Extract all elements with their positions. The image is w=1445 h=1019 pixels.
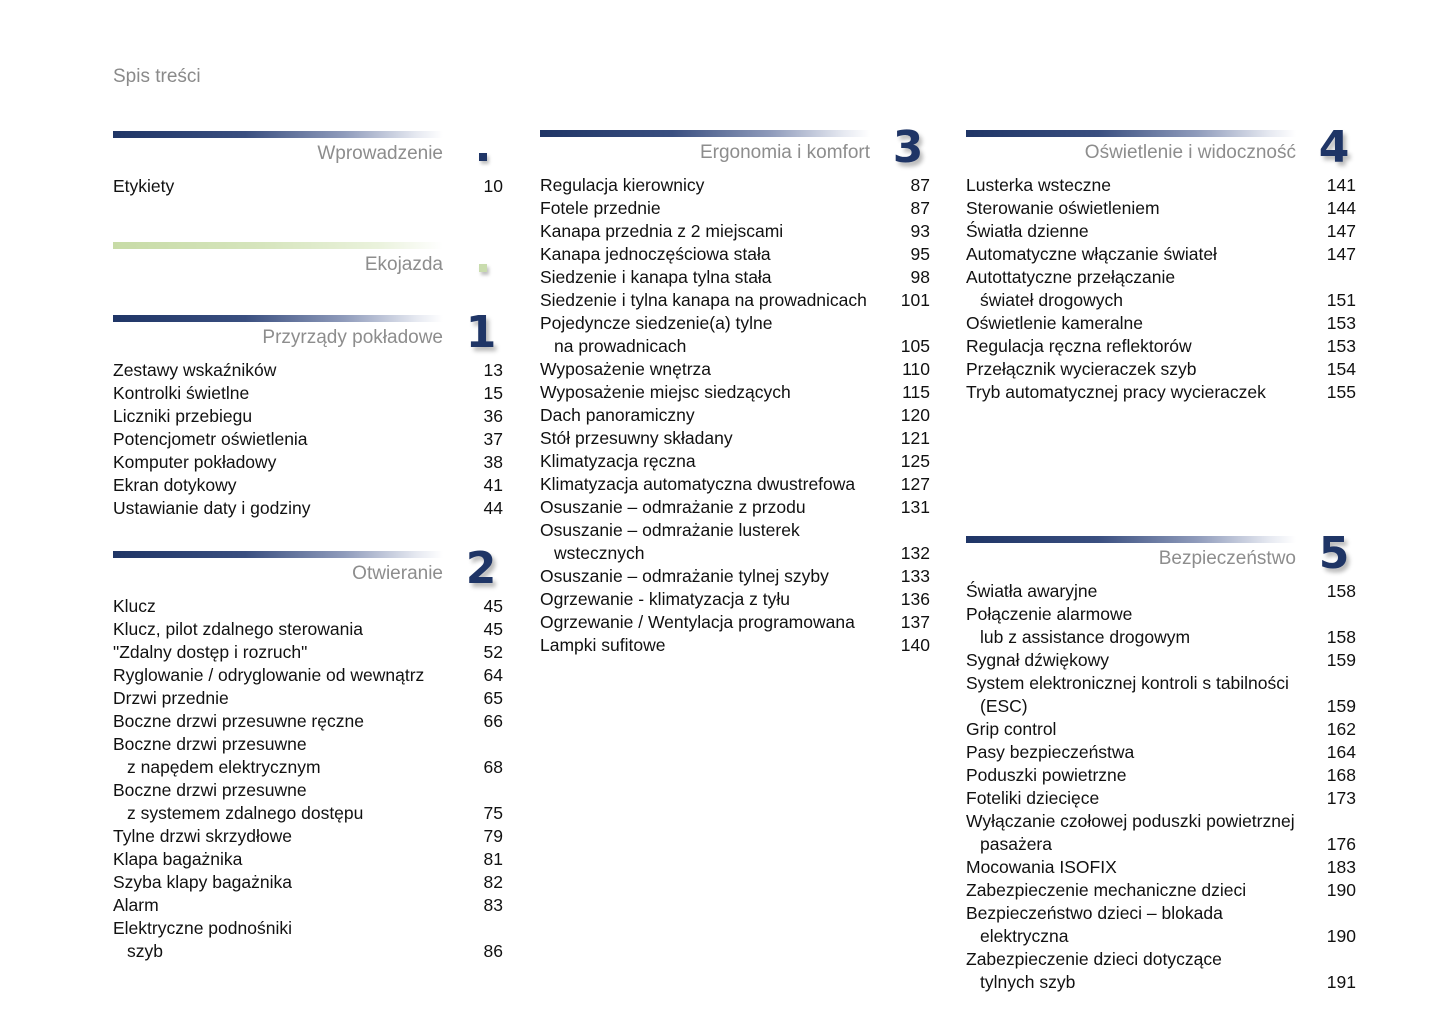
toc-page-number[interactable]: 79 — [483, 826, 503, 846]
toc-entry-title: Kanapa przednia z 2 miejscami — [540, 221, 784, 241]
toc-entry[interactable] — [966, 649, 1356, 672]
toc-entry-title: Drzwi przednie — [113, 688, 229, 708]
section-header — [540, 122, 930, 174]
section-bar — [113, 131, 443, 138]
toc-entry-title: Foteliki dziecięce — [966, 788, 1100, 808]
toc-entry-title: Zabezpieczenie mechaniczne dzieci — [966, 880, 1247, 900]
toc-page-number[interactable]: 162 — [1326, 719, 1356, 739]
toc-entry[interactable] — [966, 312, 1356, 335]
toc-entry-title: Potencjometr oświetlenia — [113, 429, 308, 449]
toc-entry[interactable] — [540, 174, 930, 197]
toc-entry-title: Lusterka wsteczne — [966, 175, 1111, 195]
page-title: Spis treści — [113, 66, 201, 87]
toc-entry[interactable] — [966, 266, 1356, 312]
toc-page-number[interactable]: 66 — [483, 711, 503, 731]
section-eco — [113, 242, 503, 286]
section-bar — [113, 551, 443, 558]
toc-entry-title-continued: tylnych szyb — [980, 972, 1076, 992]
toc-entry-title: Liczniki przebiegu — [113, 406, 253, 426]
toc-entry-title: Tryb automatycznej pracy wycieraczek — [966, 382, 1266, 402]
toc-entry-title-continued: na prowadnicach — [554, 336, 687, 356]
section-title[interactable]: Przyrządy pokładowe — [262, 327, 443, 348]
toc-list — [113, 175, 503, 198]
toc-page-number[interactable]: 98 — [910, 267, 930, 287]
toc-page-number[interactable]: 75 — [483, 803, 503, 823]
toc-page-number[interactable]: 15 — [483, 383, 503, 403]
toc-entry[interactable] — [966, 174, 1356, 197]
toc-entry-title: Osuszanie – odmrażanie tylnej szyby — [540, 566, 829, 586]
section-header — [113, 242, 503, 286]
toc-entry[interactable] — [113, 497, 503, 520]
toc-entry[interactable] — [540, 404, 930, 427]
toc-page-number[interactable]: 153 — [1326, 313, 1356, 333]
toc-entry[interactable] — [113, 641, 503, 664]
toc-entry[interactable] — [113, 871, 503, 894]
toc-entry-title: Dach panoramiczny — [540, 405, 695, 425]
section-header — [113, 543, 503, 595]
toc-entry-title: Komputer pokładowy — [113, 452, 277, 472]
toc-page-number[interactable]: 86 — [483, 941, 503, 961]
toc-entry-title: Oświetlenie kameralne — [966, 313, 1144, 333]
toc-entry-title: Klucz — [113, 596, 156, 616]
toc-page-number[interactable]: 87 — [910, 198, 930, 218]
toc-entry-title: Ustawianie daty i godziny — [113, 498, 311, 518]
toc-page-number[interactable]: 10 — [483, 176, 503, 196]
toc-page-number[interactable]: 127 — [900, 474, 930, 494]
toc-entry-title-continued: świateł drogowych — [980, 290, 1123, 310]
toc-entry[interactable] — [540, 634, 930, 657]
chapter-marker-icon — [479, 264, 487, 272]
section-header — [966, 122, 1356, 174]
toc-entry-title: Siedzenie i kanapa tylna stała — [540, 267, 772, 287]
toc-entry[interactable] — [540, 565, 930, 588]
toc-list — [966, 174, 1356, 404]
toc-page-number[interactable]: 65 — [483, 688, 503, 708]
toc-entry[interactable] — [113, 618, 503, 641]
toc-page-number[interactable]: 168 — [1326, 765, 1356, 785]
toc-entry[interactable] — [113, 825, 503, 848]
toc-entry[interactable] — [966, 879, 1356, 902]
toc-entry-title: Regulacja ręczna reflektorów — [966, 336, 1192, 356]
toc-entry[interactable] — [966, 197, 1356, 220]
toc-entry-title: Boczne drzwi przesuwne — [113, 780, 307, 800]
toc-page-number[interactable]: 190 — [1326, 880, 1356, 900]
toc-page-number[interactable]: 41 — [483, 475, 503, 495]
toc-entry-title: Ekran dotykowy — [113, 475, 237, 495]
section-title[interactable]: Otwieranie — [352, 563, 443, 584]
toc-page-number[interactable]: 68 — [483, 757, 503, 777]
toc-entry[interactable] — [113, 779, 503, 825]
toc-entry[interactable] — [966, 718, 1356, 741]
section-title[interactable]: Ekojazda — [364, 254, 443, 275]
toc-page-number[interactable]: 101 — [900, 290, 930, 310]
toc-page-number[interactable]: 144 — [1326, 198, 1356, 218]
toc-entry-title: Poduszki powietrzne — [966, 765, 1127, 785]
toc-entry-title-continued: (ESC) — [980, 696, 1028, 716]
toc-entry-title: Ryglowanie / odryglowanie od wewnątrz — [113, 665, 425, 685]
section-title[interactable]: Bezpieczeństwo — [1158, 548, 1296, 569]
toc-entry[interactable] — [540, 289, 930, 312]
section-title[interactable]: Wprowadzenie — [317, 143, 443, 164]
toc-entry-title-continued: wstecznych — [554, 543, 645, 563]
toc-entry-title: Zestawy wskaźników — [113, 360, 277, 380]
toc-entry-title: Pojedyncze siedzenie(a) tylne — [540, 313, 773, 333]
toc-entry-title: Boczne drzwi przesuwne — [113, 734, 307, 754]
toc-entry[interactable] — [113, 405, 503, 428]
toc-entry-title: "Zdalny dostęp i rozruch" — [113, 642, 308, 662]
toc-entry[interactable] — [966, 810, 1356, 856]
toc-entry-title: Światła dzienne — [966, 221, 1089, 241]
toc-entry-title: Lampki sufitowe — [540, 635, 666, 655]
toc-page-number[interactable]: 13 — [483, 360, 503, 380]
section-5 — [966, 528, 1356, 994]
toc-entry-title: Zabezpieczenie dzieci dotyczące — [966, 949, 1222, 969]
toc-entry[interactable] — [540, 381, 930, 404]
toc-entry[interactable] — [113, 359, 503, 382]
toc-entry[interactable] — [966, 381, 1356, 404]
section-bar — [540, 130, 870, 137]
toc-page-number[interactable]: 110 — [902, 359, 930, 379]
toc-page-number[interactable]: 155 — [1326, 382, 1356, 402]
toc-entry[interactable] — [540, 427, 930, 450]
section-bar — [113, 315, 443, 322]
toc-entry[interactable] — [113, 451, 503, 474]
toc-entry[interactable] — [540, 611, 930, 634]
toc-page-number[interactable]: 173 — [1326, 788, 1356, 808]
toc-entry-title: Światła awaryjne — [966, 581, 1098, 601]
toc-entry[interactable] — [540, 312, 930, 358]
toc-entry-title: Ogrzewanie - klimatyzacja z tyłu — [540, 589, 790, 609]
toc-page-number[interactable]: 164 — [1326, 742, 1356, 762]
toc-entry[interactable] — [113, 917, 503, 963]
toc-entry-title: Klimatyzacja automatyczna dwustrefowa — [540, 474, 856, 494]
chapter-number: 2 — [465, 543, 497, 594]
toc-list — [540, 174, 930, 657]
toc-entry-title: System elektronicznej kontroli s tabilności — [966, 673, 1289, 693]
toc-entry[interactable] — [540, 519, 930, 565]
toc-page-number[interactable]: 83 — [483, 895, 503, 915]
toc-entry[interactable] — [966, 856, 1356, 879]
toc-page-number[interactable]: 95 — [910, 244, 930, 264]
toc-entry-title-continued: z systemem zdalnego dostępu — [127, 803, 364, 823]
toc-page-number[interactable]: 140 — [900, 635, 930, 655]
toc-entry-title-continued: z napędem elektrycznym — [127, 757, 321, 777]
toc-page-number[interactable]: 159 — [1326, 650, 1356, 670]
toc-page-number[interactable]: 52 — [483, 642, 503, 662]
toc-page-number[interactable]: 131 — [900, 497, 930, 517]
toc-page-number[interactable]: 153 — [1326, 336, 1356, 356]
toc-entry-title: Elektryczne podnośniki — [113, 918, 292, 938]
toc-page-number[interactable]: 105 — [900, 336, 930, 356]
toc-page-number[interactable]: 159 — [1326, 696, 1356, 716]
toc-entry[interactable] — [540, 588, 930, 611]
toc-entry[interactable] — [113, 382, 503, 405]
toc-entry[interactable] — [966, 220, 1356, 243]
toc-entry[interactable] — [966, 335, 1356, 358]
section-header — [966, 528, 1356, 580]
toc-entry-title: Klimatyzacja ręczna — [540, 451, 696, 471]
toc-page-number[interactable]: 133 — [900, 566, 930, 586]
toc-entry[interactable] — [113, 848, 503, 871]
toc-page-number[interactable]: 45 — [483, 619, 503, 639]
toc-entry-title: Połączenie alarmowe — [966, 604, 1133, 624]
toc-list — [966, 580, 1356, 994]
toc-page-number[interactable]: 44 — [483, 498, 503, 518]
toc-page-number[interactable]: 176 — [1326, 834, 1356, 854]
toc-page-number[interactable]: 191 — [1326, 972, 1356, 992]
toc-entry-title-continued: lub z assistance drogowym — [980, 627, 1191, 647]
chapter-number: 1 — [465, 307, 497, 358]
toc-page-number[interactable]: 158 — [1326, 581, 1356, 601]
toc-entry-title: Tylne drzwi skrzydłowe — [113, 826, 292, 846]
toc-entry-title: Ogrzewanie / Wentylacja programowana — [540, 612, 855, 632]
toc-entry-title: Przełącznik wycieraczek szyb — [966, 359, 1197, 379]
toc-page-number[interactable]: 82 — [483, 872, 503, 892]
section-2 — [113, 543, 503, 963]
section-intro — [113, 131, 503, 198]
toc-page-number[interactable]: 64 — [483, 665, 503, 685]
toc-page-number[interactable]: 136 — [900, 589, 930, 609]
toc-entry[interactable] — [540, 266, 930, 289]
toc-entry[interactable] — [540, 473, 930, 496]
toc-page-number[interactable]: 158 — [1326, 627, 1356, 647]
section-bar — [966, 130, 1296, 137]
toc-page-number[interactable]: 45 — [483, 596, 503, 616]
toc-page-number[interactable]: 147 — [1326, 244, 1356, 264]
toc-entry-title: Osuszanie – odmrażanie z przodu — [540, 497, 806, 517]
toc-entry-title: Alarm — [113, 895, 159, 915]
toc-entry-title: Kanapa jednoczęściowa stała — [540, 244, 771, 264]
toc-entry-title: Pasy bezpieczeństwa — [966, 742, 1135, 762]
toc-page-number[interactable]: 151 — [1326, 290, 1356, 310]
section-title[interactable]: Oświetlenie i widoczność — [1084, 142, 1296, 163]
toc-entry[interactable] — [113, 474, 503, 497]
toc-page-number[interactable]: 121 — [900, 428, 930, 448]
toc-list — [113, 595, 503, 963]
section-3 — [540, 122, 930, 657]
toc-page-number[interactable]: 115 — [902, 382, 930, 402]
toc-entry-title: Siedzenie i tylna kanapa na prowadnicach — [540, 290, 867, 310]
toc-entry[interactable] — [966, 358, 1356, 381]
section-header — [113, 131, 503, 175]
toc-entry-title: Sterowanie oświetleniem — [966, 198, 1160, 218]
toc-entry-title: Grip control — [966, 719, 1057, 739]
toc-page-number[interactable]: 93 — [910, 221, 930, 241]
toc-page-number[interactable]: 137 — [900, 612, 930, 632]
chapter-number: 5 — [1318, 528, 1350, 579]
toc-page-number[interactable]: 38 — [483, 452, 503, 472]
toc-entry-title: Automatyczne włączanie świateł — [966, 244, 1217, 264]
toc-list — [113, 359, 503, 520]
toc-page-number[interactable]: 37 — [483, 429, 503, 449]
toc-entry-title: Stół przesuwny składany — [540, 428, 733, 448]
toc-entry[interactable] — [113, 428, 503, 451]
toc-entry-title: Boczne drzwi przesuwne ręczne — [113, 711, 364, 731]
chapter-number: 3 — [892, 122, 924, 173]
toc-entry[interactable] — [113, 710, 503, 733]
toc-entry[interactable] — [540, 450, 930, 473]
toc-page-number[interactable]: 125 — [900, 451, 930, 471]
toc-entry[interactable] — [966, 902, 1356, 948]
toc-entry-title: Etykiety — [113, 176, 175, 196]
section-1 — [113, 307, 503, 520]
toc-entry[interactable] — [966, 787, 1356, 810]
toc-entry-title: Mocowania ISOFIX — [966, 857, 1117, 877]
toc-entry[interactable] — [540, 496, 930, 519]
toc-page-number[interactable]: 36 — [483, 406, 503, 426]
toc-entry-title: Wyposażenie miejsc siedzących — [540, 382, 791, 402]
toc-entry[interactable] — [966, 580, 1356, 603]
toc-entry-title-continued: pasażera — [980, 834, 1052, 854]
chapter-number: 4 — [1318, 122, 1350, 173]
toc-entry-title: Wyposażenie wnętrza — [540, 359, 712, 379]
toc-entry-title: Autottatyczne przełączanie — [966, 267, 1176, 287]
toc-entry-title: Klapa bagażnika — [113, 849, 243, 869]
toc-entry[interactable] — [113, 175, 503, 198]
section-title[interactable]: Ergonomia i komfort — [699, 142, 870, 163]
toc-entry-title: Osuszanie – odmrażanie lusterek — [540, 520, 800, 540]
toc-entry[interactable] — [113, 733, 503, 779]
toc-entry[interactable] — [966, 741, 1356, 764]
toc-entry-title-continued: szyb — [127, 941, 163, 961]
toc-page-number[interactable]: 81 — [483, 849, 503, 869]
toc-entry-title: Klucz, pilot zdalnego sterowania — [113, 619, 364, 639]
section-header — [113, 307, 503, 359]
toc-page-number[interactable]: 190 — [1326, 926, 1356, 946]
toc-page-number[interactable]: 141 — [1326, 175, 1356, 195]
toc-entry[interactable] — [966, 603, 1356, 649]
toc-entry[interactable] — [966, 948, 1356, 994]
toc-entry[interactable] — [113, 687, 503, 710]
toc-page-number[interactable]: 87 — [910, 175, 930, 195]
toc-entry-title-continued: elektryczna — [980, 926, 1069, 946]
section-bar — [113, 242, 443, 249]
toc-page-number[interactable]: 120 — [900, 405, 930, 425]
toc-entry-title: Kontrolki świetlne — [113, 383, 250, 403]
toc-entry-title: Bezpieczeństwo dzieci – blokada — [966, 903, 1223, 923]
toc-entry[interactable] — [540, 197, 930, 220]
toc-entry[interactable] — [113, 664, 503, 687]
toc-entry[interactable] — [966, 243, 1356, 266]
toc-page-number[interactable]: 147 — [1326, 221, 1356, 241]
toc-page-number[interactable]: 132 — [900, 543, 930, 563]
toc-entry-title: Wyłączanie czołowej poduszki powietrznej — [966, 811, 1295, 831]
section-bar — [966, 536, 1296, 543]
toc-entry-title: Regulacja kierownicy — [540, 175, 705, 195]
toc-entry[interactable] — [540, 220, 930, 243]
section-4 — [966, 122, 1356, 404]
toc-entry[interactable] — [113, 894, 503, 917]
toc-entry-title: Sygnał dźwiękowy — [966, 650, 1109, 670]
toc-page-number[interactable]: 183 — [1326, 857, 1356, 877]
toc-entry[interactable] — [966, 672, 1356, 718]
toc-entry[interactable] — [540, 243, 930, 266]
toc-page-number[interactable]: 154 — [1326, 359, 1356, 379]
toc-entry[interactable] — [966, 764, 1356, 787]
toc-entry-title: Szyba klapy bagażnika — [113, 872, 292, 892]
toc-entry-title: Fotele przednie — [540, 198, 661, 218]
chapter-marker-icon — [479, 153, 487, 161]
toc-entry[interactable] — [113, 595, 503, 618]
toc-entry[interactable] — [540, 358, 930, 381]
